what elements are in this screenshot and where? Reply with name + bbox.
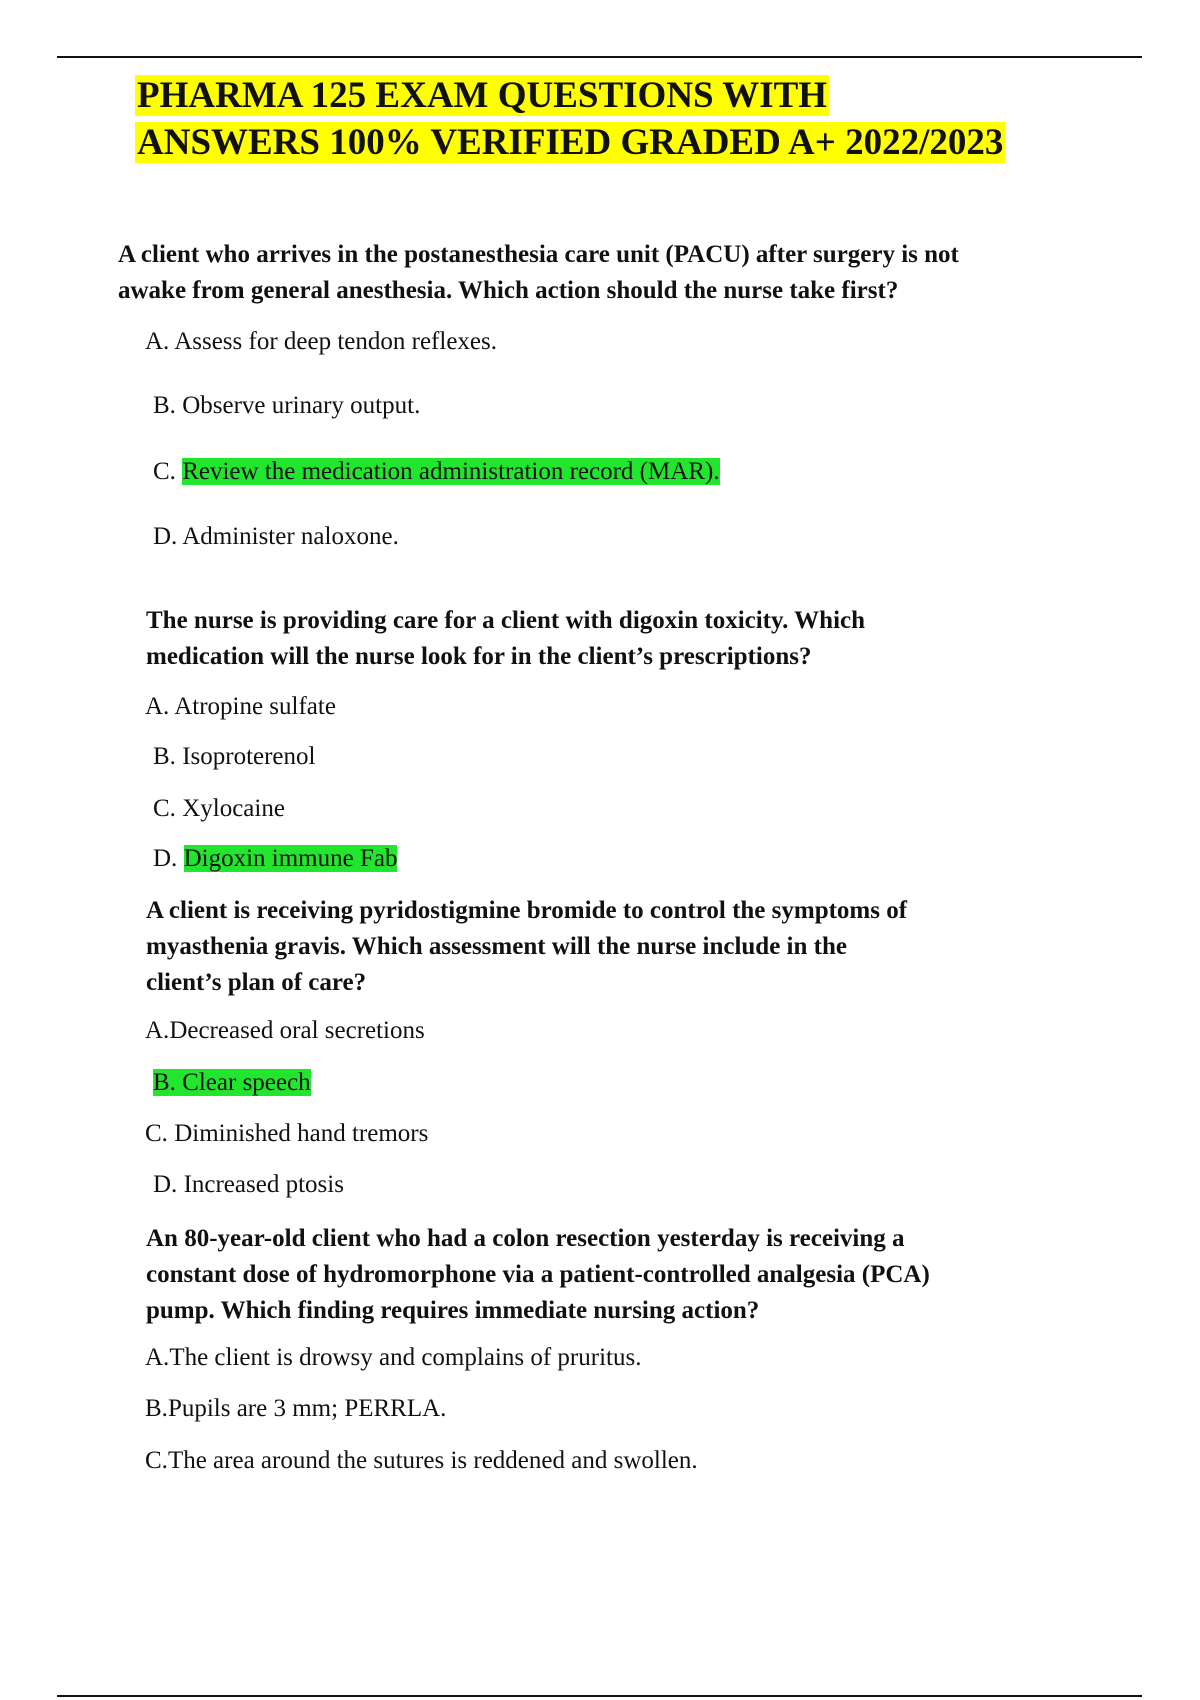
option-text: Isoproterenol [182,743,316,770]
option-text: Administer naloxone. [182,523,399,550]
question-1-option-a [145,326,497,358]
option-prefix: A. [145,1344,170,1371]
option-prefix: B. [145,1395,168,1422]
question-4-stem-line-1: An 80-year-old client who had a colon resection yesterday is receiving a [146,1225,905,1252]
correct-answer-highlight: Digoxin immune Fab [183,845,398,872]
option-text: The client is drowsy and complains of pruritus. [169,1344,642,1371]
correct-answer-highlight: Review the medication administration record (MAR). [182,458,720,485]
question-4-option-b [145,1393,446,1425]
question-3-option-a [145,1015,425,1047]
question-2-option-a [145,691,336,723]
question-2-option-d [153,843,397,875]
question-3-stem [146,893,907,1001]
question-4-option-a [145,1342,641,1374]
option-prefix: A. [145,1017,170,1044]
question-2-stem-line-2: medication will the nurse look for in the client’s prescriptions? [146,643,812,670]
option-prefix: C. [145,1120,175,1147]
option-prefix: B. [153,392,183,419]
option-prefix: B. [153,743,183,770]
option-prefix: A. [145,328,175,355]
option-prefix: C. [153,458,183,485]
option-text: Atropine sulfate [174,693,336,720]
title-line-2: ANSWERS 100% VERIFIED GRADED A+ 2022/2023 [137,122,1004,163]
option-text: Xylocaine [182,795,285,822]
option-prefix: C. [145,1447,168,1474]
option-prefix: D. [153,523,183,550]
top-rule [57,56,1142,58]
option-text: Diminished hand tremors [174,1120,429,1147]
option-prefix: D. [153,845,184,872]
question-1-option-c [153,456,720,488]
option-prefix: C. [153,795,183,822]
question-4-stem [146,1221,930,1329]
question-3-option-c [145,1118,428,1150]
question-3-option-d [153,1169,344,1201]
question-3-option-b [153,1067,311,1099]
question-4-stem-line-2: constant dose of hydromorphone via a patient-controlled analgesia (PCA) [146,1261,930,1288]
question-3-stem-line-2: myasthenia gravis. Which assessment will the nurse include in the [146,933,847,960]
question-3-stem-line-1: A client is receiving pyridostigmine bromide to control the symptoms of [146,897,908,924]
question-4-stem-line-3: pump. Which finding requires immediate nursing action? [146,1297,760,1324]
question-2-stem-line-1: The nurse is providing care for a client with digoxin toxicity. Which [146,607,866,634]
question-1-stem-line-2: awake from general anesthesia. Which action should the nurse take first? [118,277,899,304]
option-text: Observe urinary output. [182,392,421,419]
correct-answer-highlight: B. Clear speech [153,1069,311,1096]
question-1-stem [118,237,959,309]
question-2-option-c [153,793,285,825]
title-line-1: PHARMA 125 EXAM QUESTIONS WITH [137,75,828,116]
option-prefix: D. [153,1171,184,1198]
question-1-option-d [153,521,399,553]
question-3-stem-line-3: client’s plan of care? [146,969,367,996]
question-1-option-b [153,390,420,422]
option-prefix: A. [145,693,175,720]
option-text: Increased ptosis [183,1171,344,1198]
option-text: The area around the sutures is reddened and swollen. [167,1447,698,1474]
document-title [135,72,1005,166]
question-2-option-b [153,741,315,773]
option-text: Assess for deep tendon reflexes. [174,328,498,355]
option-text: Pupils are 3 mm; PERRLA. [167,1395,447,1422]
question-2-stem [146,603,865,675]
question-4-option-c [145,1445,698,1477]
bottom-rule [57,1695,1142,1697]
question-1-stem-line-1: A client who arrives in the postanesthesia care unit (PACU) after surgery is not [118,241,959,268]
option-text: Decreased oral secretions [169,1017,425,1044]
